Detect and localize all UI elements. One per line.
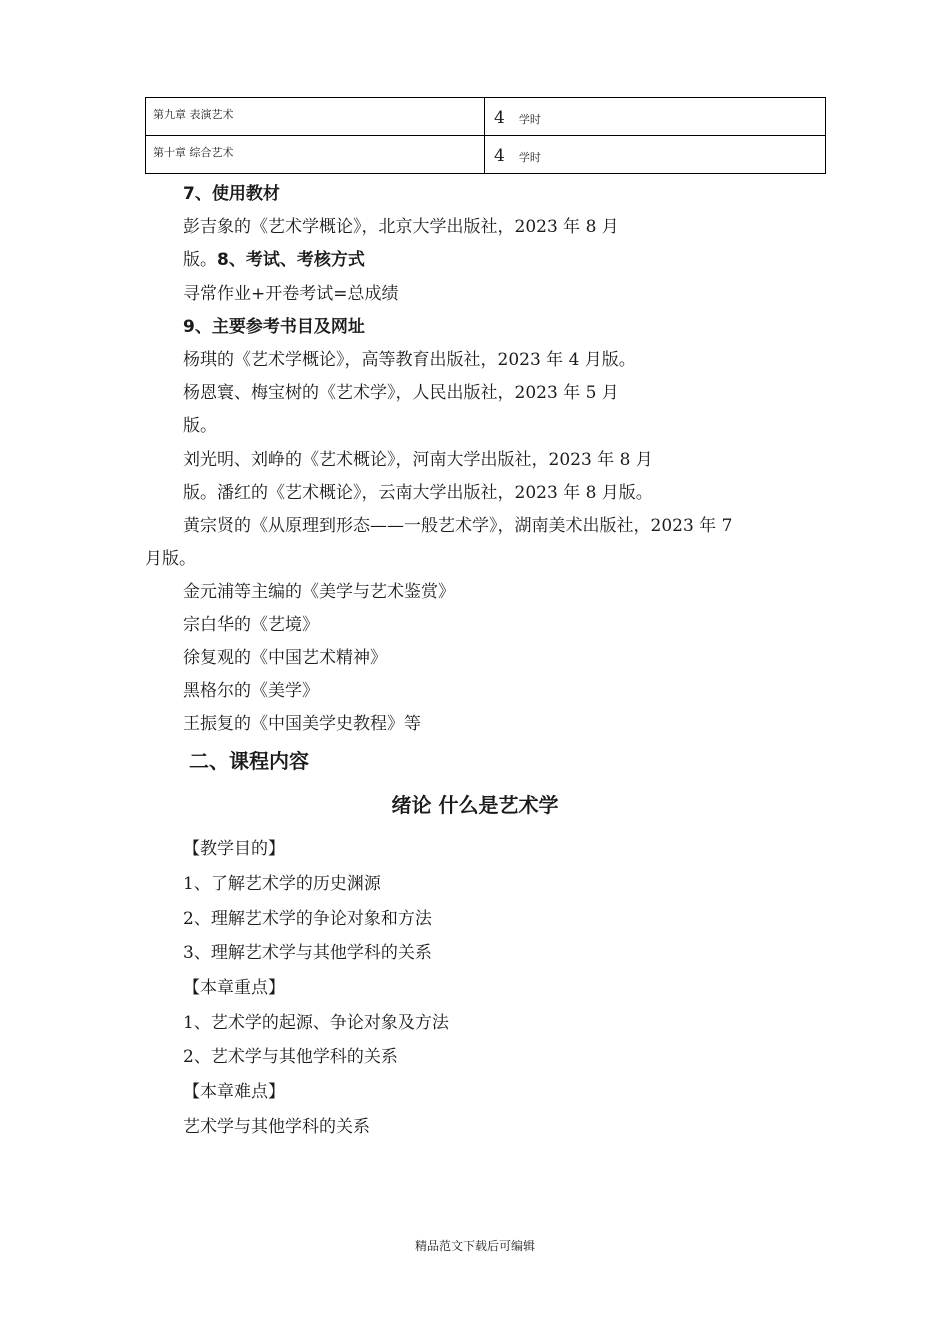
reference-line: 版。 — [183, 416, 217, 436]
reference-line: 杨恩寰、梅宝树的《艺术学》，人民出版社，2023 年 5 月 — [183, 383, 619, 403]
content-line: 【教学目的】 — [183, 839, 285, 859]
hours-value: 4 — [494, 146, 505, 166]
reference-line: 版。潘红的《艺术概论》，云南大学出版社，2023 年 8 月版。 — [183, 483, 653, 503]
reference-line: 金元浦等主编的《美学与艺术鉴赏》 — [183, 582, 455, 602]
hours-unit: 学时 — [518, 151, 541, 164]
content-line: 艺术学与其他学科的关系 — [183, 1117, 370, 1137]
content-line: 1、了解艺术学的历史渊源 — [183, 874, 381, 894]
content-line: 2、艺术学与其他学科的关系 — [183, 1047, 398, 1067]
section-heading-textbook: 7、使用教材 — [183, 184, 280, 204]
hours-table — [145, 97, 826, 174]
hours-cell — [485, 136, 826, 174]
chapter-title: 绪论 什么是艺术学 — [391, 793, 559, 817]
content-line: 2、理解艺术学的争论对象和方法 — [183, 909, 432, 929]
reference-line: 刘光明、刘峥的《艺术概论》，河南大学出版社，2023 年 8 月 — [183, 450, 653, 470]
reference-line: 月版。 — [145, 549, 196, 569]
hours-value: 4 — [494, 108, 505, 128]
text-line-exam-heading: 版。8、考试、考核方式 — [183, 250, 365, 270]
chapter-cell: 第十章 综合艺术 — [146, 136, 485, 174]
content-line: 【本章重点】 — [183, 978, 285, 998]
hours-unit: 学时 — [518, 113, 541, 126]
section-title: 二、课程内容 — [189, 749, 309, 773]
section-heading-references: 9、主要参考书目及网址 — [183, 317, 365, 337]
table-row — [146, 98, 826, 136]
content-line: 1、艺术学的起源、争论对象及方法 — [183, 1013, 449, 1033]
text-line: 彭吉象的《艺术学概论》，北京大学出版社，2023 年 8 月 — [183, 217, 619, 237]
text-line: 寻常作业+开卷考试=总成绩 — [183, 284, 399, 304]
reference-line: 黑格尔的《美学》 — [183, 681, 319, 701]
reference-line: 徐复观的《中国艺术精神》 — [183, 648, 387, 668]
reference-line: 杨琪的《艺术学概论》，高等教育出版社，2023 年 4 月版。 — [183, 350, 636, 370]
hours-cell — [485, 98, 826, 136]
reference-line: 王振复的《中国美学史教程》等 — [183, 714, 421, 734]
reference-line: 黄宗贤的《从原理到形态——一般艺术学》，湖南美术出版社，2023 年 7 — [183, 516, 733, 536]
content-line: 3、理解艺术学与其他学科的关系 — [183, 943, 432, 963]
chapter-cell: 第九章 表演艺术 — [146, 98, 485, 136]
table-row — [146, 136, 826, 174]
page-footer: 精品范文下载后可编辑 — [414, 1239, 535, 1253]
content-line: 【本章难点】 — [183, 1082, 285, 1102]
reference-line: 宗白华的《艺境》 — [183, 615, 319, 635]
